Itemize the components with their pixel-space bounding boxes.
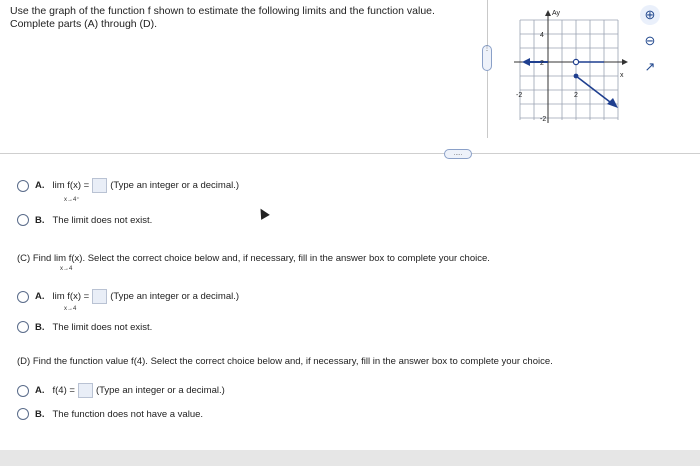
tick-label-y-mid: 2	[540, 60, 544, 67]
right-arrowhead	[607, 98, 618, 108]
open-point	[573, 59, 578, 64]
partC-radio-a[interactable]	[17, 291, 29, 303]
limit-expression: lim f(x) =	[52, 180, 90, 191]
partB-option-b[interactable]	[17, 214, 152, 226]
input-hint: (Type an integer or a decimal.)	[110, 180, 240, 191]
input-hint: (Type an integer or a decimal.)	[95, 385, 225, 396]
bottom-bar	[0, 450, 700, 466]
partD-radio-a[interactable]	[17, 385, 29, 397]
instructions-line-1: Use the graph of the function f shown to estimate the following limits and the function value.	[10, 5, 435, 17]
option-letter: B.	[35, 214, 45, 226]
x-axis-arrow	[622, 59, 628, 65]
partB-radio-b[interactable]	[17, 214, 29, 226]
tick-label-y-neg: -2	[540, 116, 547, 123]
input-hint: (Type an integer or a decimal.)	[110, 291, 240, 302]
tick-label-y-top: 4	[540, 32, 544, 39]
option-text: The limit does not exist.	[52, 214, 153, 226]
graph-grid	[520, 20, 618, 120]
tick-label-x-pos: 2	[574, 92, 578, 99]
limit-subscript: x→4⁺	[64, 197, 80, 203]
zoom-out-glyph: ⊖	[644, 33, 656, 48]
zoom-in-icon[interactable]	[640, 5, 660, 25]
partC-option-b[interactable]	[17, 321, 152, 333]
tick-label-x-neg: -2	[516, 92, 523, 99]
partD-question: (D) Find the function value f(4). Select the correct choice below and, if necessary, fill in the answer box to complete your choice.	[17, 356, 553, 367]
partD-option-a[interactable]	[17, 383, 225, 398]
answer-box-partC[interactable]	[92, 289, 107, 304]
partB-option-a[interactable]	[17, 178, 239, 193]
expand-handle[interactable]: .....	[444, 149, 472, 159]
answer-box-partD[interactable]	[78, 383, 93, 398]
option-letter: B.	[35, 408, 45, 420]
partC-question: (C) Find lim f(x). Select the correct choice below and, if necessary, fill in the answer box to complete your choice.	[17, 253, 490, 264]
option-text: The limit does not exist.	[52, 321, 153, 333]
graph-segment-right	[576, 76, 610, 102]
partD-radio-b[interactable]	[17, 408, 29, 420]
partC-option-a[interactable]	[17, 289, 239, 304]
option-letter: A.	[35, 291, 45, 302]
mouse-cursor-icon	[256, 206, 270, 220]
y-axis-arrow	[545, 10, 551, 16]
partC-subscript: x→4	[60, 266, 73, 272]
popout-glyph: ↗	[644, 59, 656, 74]
option-letter: B.	[35, 321, 45, 333]
partC-radio-b[interactable]	[17, 321, 29, 333]
option-letter: A.	[35, 180, 45, 191]
answer-box-partB[interactable]	[92, 178, 107, 193]
option-text: The function does not have a value.	[52, 408, 204, 420]
x-axis-label: x	[620, 72, 624, 79]
value-expression: f(4) =	[52, 385, 75, 396]
instructions	[10, 5, 450, 31]
pane-resize-handle[interactable]: ⋮	[482, 45, 492, 71]
instructions-line-2: Complete parts (A) through (D).	[10, 18, 158, 30]
section-divider	[0, 153, 700, 154]
partB-radio-a[interactable]	[17, 180, 29, 192]
limit-expression: lim f(x) =	[52, 291, 90, 302]
y-axis-label: Ay	[552, 10, 561, 17]
option-letter: A.	[35, 385, 45, 396]
limit-subscript: x→4	[64, 306, 77, 312]
zoom-out-icon[interactable]	[640, 31, 660, 51]
partD-option-b[interactable]	[17, 408, 203, 420]
popout-icon[interactable]	[640, 57, 660, 77]
zoom-in-glyph: ⊕	[644, 7, 656, 22]
closed-point	[574, 74, 579, 79]
function-graph	[510, 5, 630, 125]
